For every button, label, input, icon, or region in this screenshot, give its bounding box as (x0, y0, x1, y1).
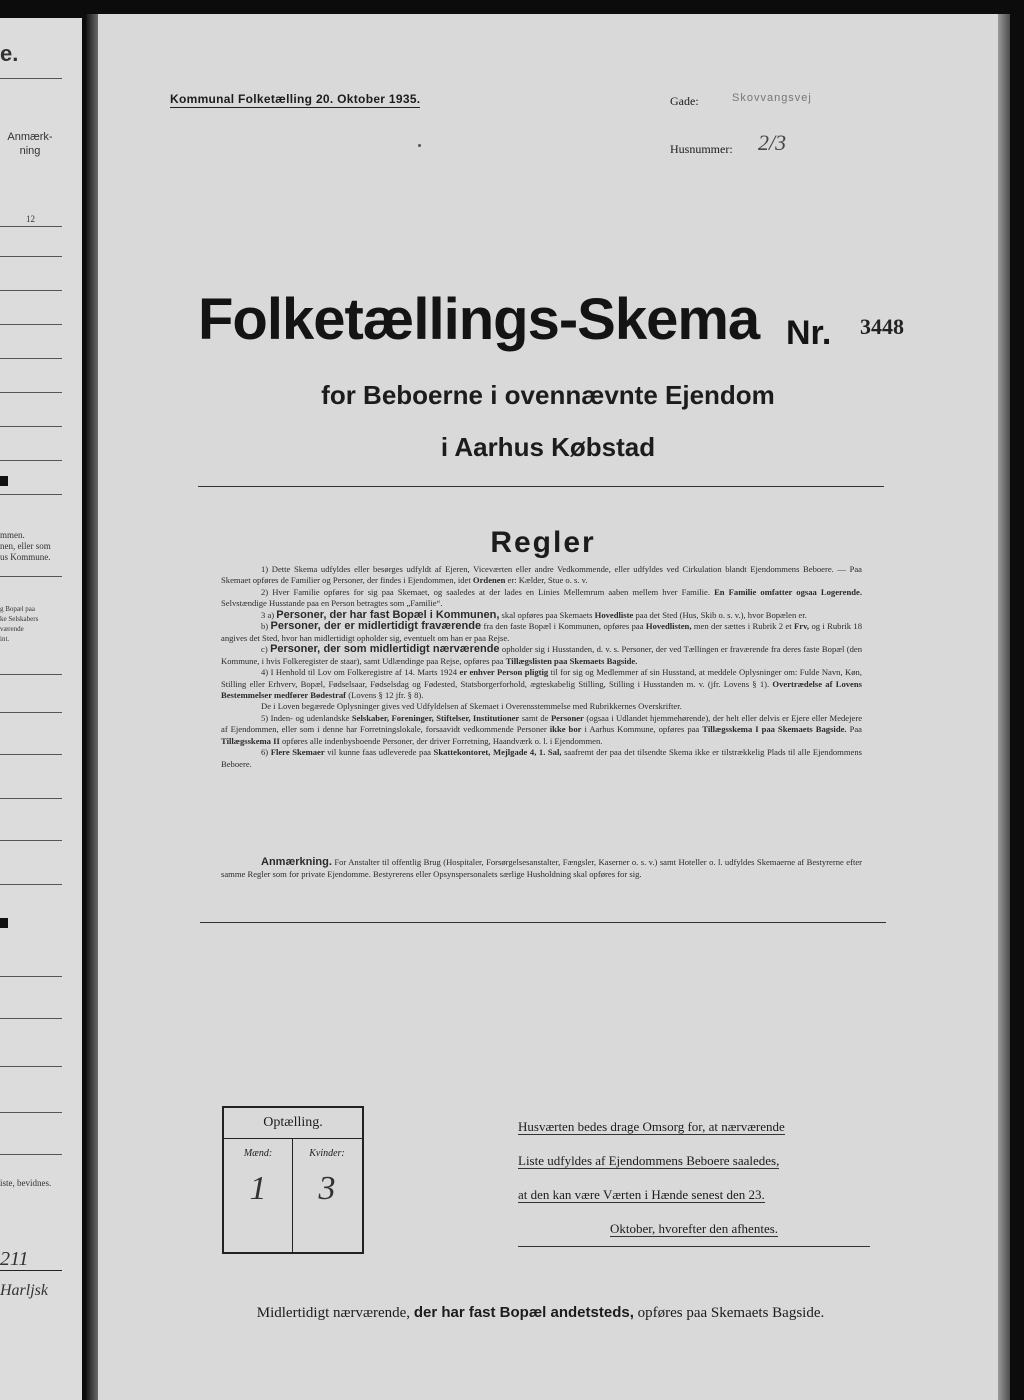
rule-text: 1) Dette Skema udfyldes eller besørges udfyldt af Ejeren, Viceværten eller andre Vedkommende, eller udfyldes ved Cirkulation blandt Ejendommens Beboere. — Paa Skemaet opføres de Familier og Personer, der findes i Ejendommen, idet (221, 564, 862, 586)
page-stack-edge (998, 14, 1010, 1400)
census-header-title: Kommunal Folketælling 20. Oktober 1935. (170, 92, 421, 106)
left-rule (0, 426, 62, 427)
form-main-title: Folketællings-Skema (198, 287, 760, 352)
left-rule (0, 392, 62, 393)
rule-text-bold: Personer (550, 712, 584, 723)
left-col-number: 12 (26, 214, 35, 224)
rule-text: 6) (261, 747, 269, 758)
rule-text: Selvstændige Husstande paa en Person betragtes som „Familie“. (221, 598, 443, 609)
rule-text: 4) I Henhold til Lov om Folkeregistre af 14. Marts 1924 (261, 667, 458, 678)
rule-text: (Lovens § 12 jfr. § 8). (348, 689, 424, 700)
rule-text-bold: Ordenen (472, 575, 506, 586)
rules-heading: Regler (490, 526, 596, 559)
footer-note (98, 1304, 983, 1322)
rule-text: samt de (521, 712, 549, 723)
census-form-page (98, 14, 998, 1400)
footer-part-1: Midlertidigt nærværende, (256, 1305, 411, 1321)
husnummer-value: 2/3 (758, 130, 787, 155)
left-rule (0, 840, 62, 841)
rules-text (221, 564, 862, 770)
left-rule (0, 256, 62, 257)
rule-text: 3 a) (261, 609, 275, 620)
women-count: 3 (318, 1170, 336, 1207)
left-col-header: Anmærk- ning (7, 131, 53, 157)
gade-label: Gade: (670, 94, 699, 108)
divider-rule (198, 486, 884, 487)
rule-text: De i Loven begærede Oplysninger gives ved Udfyldelsen af Skemaet i Overensstemmelse med Rubrikkernes Overskrifter. (261, 701, 682, 712)
left-rule (0, 460, 62, 461)
rule-text: opføres alle indenbysboende Personer, der driver Forretning, Haandværk o. l. i Ejendommen. (281, 735, 603, 746)
left-rule (0, 1112, 62, 1113)
rule-text: c) (261, 644, 268, 655)
left-rule (0, 712, 62, 713)
footer-part-3: opføres paa Skemaets Bagside. (637, 1305, 825, 1321)
form-number-label: Nr. (786, 314, 832, 352)
rule-text: b) (261, 621, 269, 632)
rule-text: men der sættes i Rubrik 2 et (693, 621, 792, 632)
rule-text-bold: Selskaber, Foreninger, Stiftelser, Institutioner (351, 712, 520, 723)
left-text-block-2: g Bopæl paa ke Selskabers værende int. (0, 605, 39, 643)
rule-2 (221, 587, 862, 610)
left-rule (0, 226, 62, 227)
left-rule (0, 674, 62, 675)
rule-text: saafremt der paa det tilsendte Skema ikke er tilstrækkelig Plads til alle Ejendommens Beboere. (221, 747, 862, 769)
left-tick-mark (0, 918, 8, 928)
ink-dot (418, 144, 421, 147)
rule-text-bold: Overtrædelse af Lovens Bestemmelser medfører Bødestraf (221, 678, 862, 700)
rule-3b (221, 621, 862, 644)
men-label: Mænd: (243, 1148, 273, 1159)
rule-text-bold: En Familie omfatter ogsaa Logerende. (714, 586, 863, 597)
rule-text: 2) Hver Familie opføres for sig paa Skemaet, og saaledes at der lades en Linies Mellemrum aaben mellem hver Familie. (261, 586, 710, 597)
left-rule (0, 976, 62, 977)
left-rule (0, 494, 62, 495)
divider-rule (200, 922, 886, 923)
rule-text-bold: er enhver Person pligtig (459, 667, 549, 678)
rule-text: til for sig og Medlemmer af sin Husstand, at meddele Oplysninger om: Fulde Navn, Køn, Stilling eller Erhverv, Bopæl, Fødselsaar, Fødselsdag og Fødested, Statsborgerforhold, ægteskabelig Stilling, Stilling i Husstanden m. v. (jfr. Lovens § 1). (221, 667, 862, 689)
footer-part-2: der har fast Bopæl andetsteds, (413, 1304, 634, 1321)
notice-line-1: Husværten bedes drage Omsorg for, at nærværende (518, 1119, 785, 1134)
rule-text-bold: Flere Skemaer (270, 747, 325, 758)
remark-label: Anmærkning. (261, 856, 332, 868)
left-tick-mark (0, 476, 8, 486)
form-subtitle-residents: for Beboerne i ovennævnte Ejendom (321, 380, 775, 410)
left-rule (0, 576, 62, 577)
left-rule (0, 754, 62, 755)
count-box-title: Optælling. (224, 1108, 362, 1139)
landlord-notice (518, 1110, 870, 1247)
left-rule (0, 884, 62, 885)
remark-paragraph (221, 856, 862, 880)
form-subtitle-town: i Aarhus Købstad (440, 432, 656, 462)
rule-text: skal opføres paa Skemaets (501, 609, 593, 620)
left-text-block-1: mmen. nen, eller som us Kommune. (0, 530, 51, 562)
rule-text: 5) Inden- og udenlandske (261, 712, 350, 723)
rule-text: fra den faste Bopæl i Kommunen, opføres paa (483, 621, 644, 632)
rule-text-bold: Frv, (794, 621, 810, 632)
left-handwriting-signature: Harljsk (0, 1282, 48, 1299)
gade-value: Skovvangsvej (732, 92, 812, 104)
rule-text-bold: Tillægsskema II (221, 735, 280, 746)
rule-text: vil kunne faas udleverede paa (327, 747, 431, 758)
rule-text: paa det Sted (Hus, Skib o. s. v.), hvor Bopælen er. (635, 609, 807, 620)
left-page-fragment (0, 18, 82, 1400)
rule-text: i Aarhus Kommune, opføres paa (584, 724, 700, 735)
women-label: Kvinder: (309, 1148, 345, 1159)
rule-text: opholder sig i Husstanden, d. v. s. Personer, der ved Tællingen er fraværende fra deres faste Bopæl (den Kommune, i hvis Folkeregister de staar), samt Udlændinge paa Rejse, opføres paa (221, 644, 863, 666)
rule-text-bold: Personer, der har fast Bopæl i Kommunen, (276, 608, 500, 621)
left-text-block-3: iste, bevidnes. (0, 1178, 52, 1188)
left-rule (0, 78, 62, 79)
notice-line-3: at den kan være Værten i Hænde senest den 23. (518, 1187, 765, 1202)
rule-text: (ogsaa i Udlandet hjemmehørende), der helt eller delvis er Ejere eller Medejere af Ejendommen, eller som i denne har Forretningslokale, forsaavidt vedkommende Personer (221, 712, 863, 735)
left-rule (0, 358, 62, 359)
husnummer-label: Husnummer: (670, 142, 733, 156)
left-rule (0, 1018, 62, 1019)
rule-text-bold: Personer, der som midlertidigt nærværende (270, 643, 500, 656)
rule-5 (221, 713, 862, 747)
notice-line-4: Oktober, hvorefter den afhentes. (609, 1221, 779, 1236)
remark-text: For Anstalter til offentlig Brug (Hospitaler, Forsørgelsesanstalter, Fængsler, Kaserner o. s. v.) samt Hoteller o. l. udfyldes Skemaerne af Bestyrerne efter samme Regler som for private Ejendomme. Bestyrerens eller Opsynspersonalets særlige Husholdning skal opføres for sig. (221, 857, 863, 879)
rule-text-bold: Skattekontoret, Mejlgade 4, 1. Sal, (433, 747, 562, 758)
form-number-value: 3448 (860, 314, 904, 339)
rule-text: er: Kælder, Stue o. s. v. (507, 575, 588, 586)
rule-text-bold: Personer, der er midlertidigt fraværende (270, 620, 482, 633)
rule-3c (221, 644, 862, 667)
rule-text-bold: Hovedlisten, (645, 621, 692, 632)
left-page-fragment-top: e. (0, 41, 19, 66)
rule-4 (221, 667, 862, 701)
rule-4-cont (221, 701, 862, 712)
left-rule (0, 1066, 62, 1067)
rule-6 (221, 747, 862, 770)
count-box (222, 1106, 364, 1254)
left-rule (0, 290, 62, 291)
page-gutter (86, 14, 98, 1400)
men-count: 1 (249, 1170, 267, 1207)
rule-text: Paa (849, 724, 862, 735)
left-rule (0, 324, 62, 325)
rule-text-bold: Hovedliste (594, 609, 634, 620)
rule-1 (221, 564, 862, 587)
rule-text: og i Rubrik 18 angives det Sted, hvor han midlertidigt opholder sig, eventuelt om han er paa Rejse. (221, 621, 862, 643)
rule-text-bold: ikke bor (549, 724, 582, 735)
left-rule (0, 1154, 62, 1155)
rule-text-bold: Tillægsskema I paa Skemaets Bagside. (702, 724, 847, 735)
rule-text-bold: Tillægslisten paa Skemaets Bagside. (505, 655, 638, 666)
left-rule (0, 798, 62, 799)
left-handwriting-number: 211 (0, 1248, 29, 1270)
notice-line-2: Liste udfyldes af Ejendommens Beboere saaledes, (518, 1153, 780, 1168)
left-rule (0, 1270, 62, 1271)
